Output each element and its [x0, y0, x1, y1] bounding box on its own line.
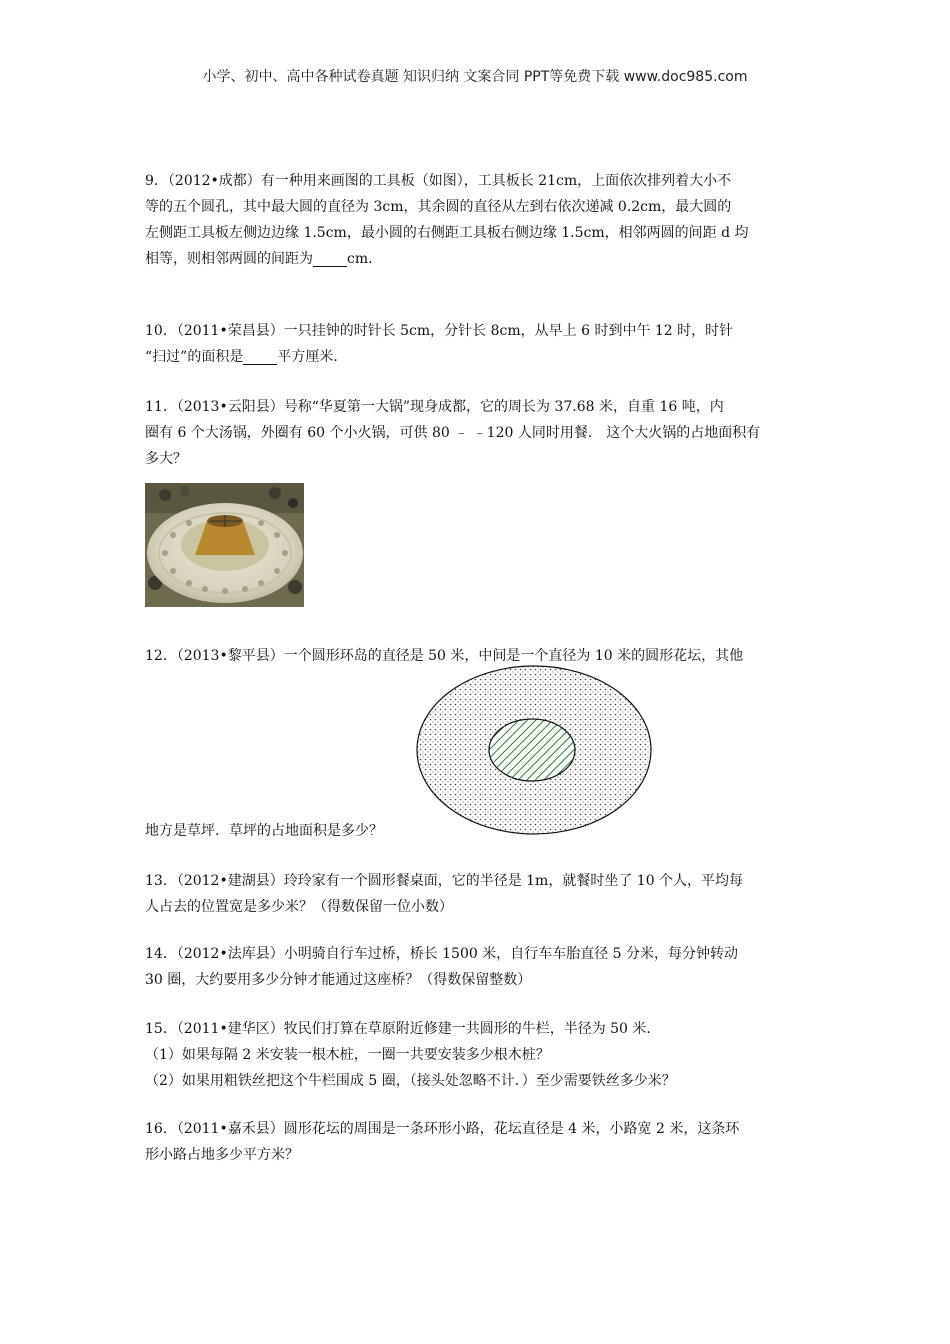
q9-line-3: 左侧距工具板左侧边边缘 1.5cm，最小圆的右侧距工具板右侧边缘 1.5cm，相邻两圆的间距 d 均 — [145, 225, 749, 241]
q10-line-2 — [145, 344, 815, 370]
q10-line-2-text: “扫过”的面积是 — [145, 349, 244, 365]
q13-line-2: 人占去的位置宽是多少米？（得数保留一位小数） — [145, 899, 453, 915]
q9-line-2: 等的五个圆孔，其中最大圆的直径为 3cm，其余圆的直径从左到右依次递减 0.2cm，最大圆的 — [145, 199, 732, 215]
q9-line-4 — [145, 246, 815, 272]
q16-line-1: 16．（2011•嘉禾县）圆形花坛的周围是一条环形小路，花坛直径是 4 米，小路宽 2 米，这条环 — [145, 1121, 740, 1137]
roundabout-figure — [414, 663, 654, 839]
question-9 — [145, 168, 815, 272]
q14-line-2: 30 圈，大约要用多少分钟才能通过这座桥？（得数保留整数） — [145, 972, 532, 988]
answer-blank[interactable] — [313, 250, 347, 267]
q10-line-2-unit: 平方厘米． — [277, 349, 348, 365]
q15-line-2: （1）如果每隔 2 米安装一根木桩，一圈一共要安装多少根木桩？ — [145, 1047, 550, 1063]
q14-line-1: 14．（2012•法库县）小明骑自行车过桥，桥长 1500 米，自行车车胎直径 5 分米，每分钟转动 — [145, 946, 739, 962]
answer-blank[interactable] — [243, 348, 277, 365]
question-10 — [145, 318, 815, 370]
q10-line-1: 10．（2011•荣昌县）一只挂钟的时针长 5cm，分针长 8cm，从早上 6 时到中午 12 时，时针 — [145, 323, 734, 339]
question-16 — [145, 1116, 815, 1168]
page-header: 小学、初中、高中各种试卷真题 知识归纳 文案合同 PPT等免费下载 www.doc985.com — [202, 69, 748, 85]
q13-line-1: 13．（2012•建湖县）玲玲家有一个圆形餐桌面，它的半径是 1m，就餐时坐了 10 个人，平均每 — [145, 873, 744, 889]
question-13 — [145, 868, 815, 920]
hotpot-photo — [145, 483, 304, 607]
q11-line-1: 11．（2013•云阳县）号称“华夏第一大锅”现身成都，它的周长为 37.68 米，自重 16 吨，内 — [145, 399, 724, 415]
question-11 — [145, 394, 815, 472]
q15-line-1: 15．（2011•建华区）牧民们打算在草原附近修建一共圆形的牛栏，半径为 50 米． — [145, 1021, 661, 1037]
q9-line-1: 9．（2012•成都）有一种用来画图的工具板（如图），工具板长 21cm，上面依次排列着大小不 — [145, 173, 732, 189]
q11-line-3: 多大？ — [145, 451, 187, 467]
q11-line-2: 圈有 6 个大汤锅，外圈有 60 个小火锅，可供 80 ﹣ ﹣120 人同时用餐． 这个大火锅的占地面积有 — [145, 425, 761, 441]
q9-line-4-unit: cm． — [347, 251, 383, 267]
q16-line-2: 形小路占地多少平方米？ — [145, 1147, 299, 1163]
q12-line-1: 12．（2013•黎平县）一个圆形环岛的直径是 50 米，中间是一个直径为 10 米的圆形花坛，其他 — [145, 648, 744, 664]
q9-line-4-text: 相等，则相邻两圆的间距为 — [145, 251, 313, 267]
q15-line-3: （2）如果用粗铁丝把这个牛栏围成 5 圈，（接头处忽略不计．）至少需要铁丝多少米？ — [145, 1073, 676, 1089]
question-15 — [145, 1016, 815, 1094]
q12-line-2: 地方是草坪．草坪的占地面积是多少？ — [145, 823, 383, 839]
question-12-cont — [145, 818, 815, 844]
flower-bed — [489, 719, 575, 781]
question-14 — [145, 941, 815, 993]
